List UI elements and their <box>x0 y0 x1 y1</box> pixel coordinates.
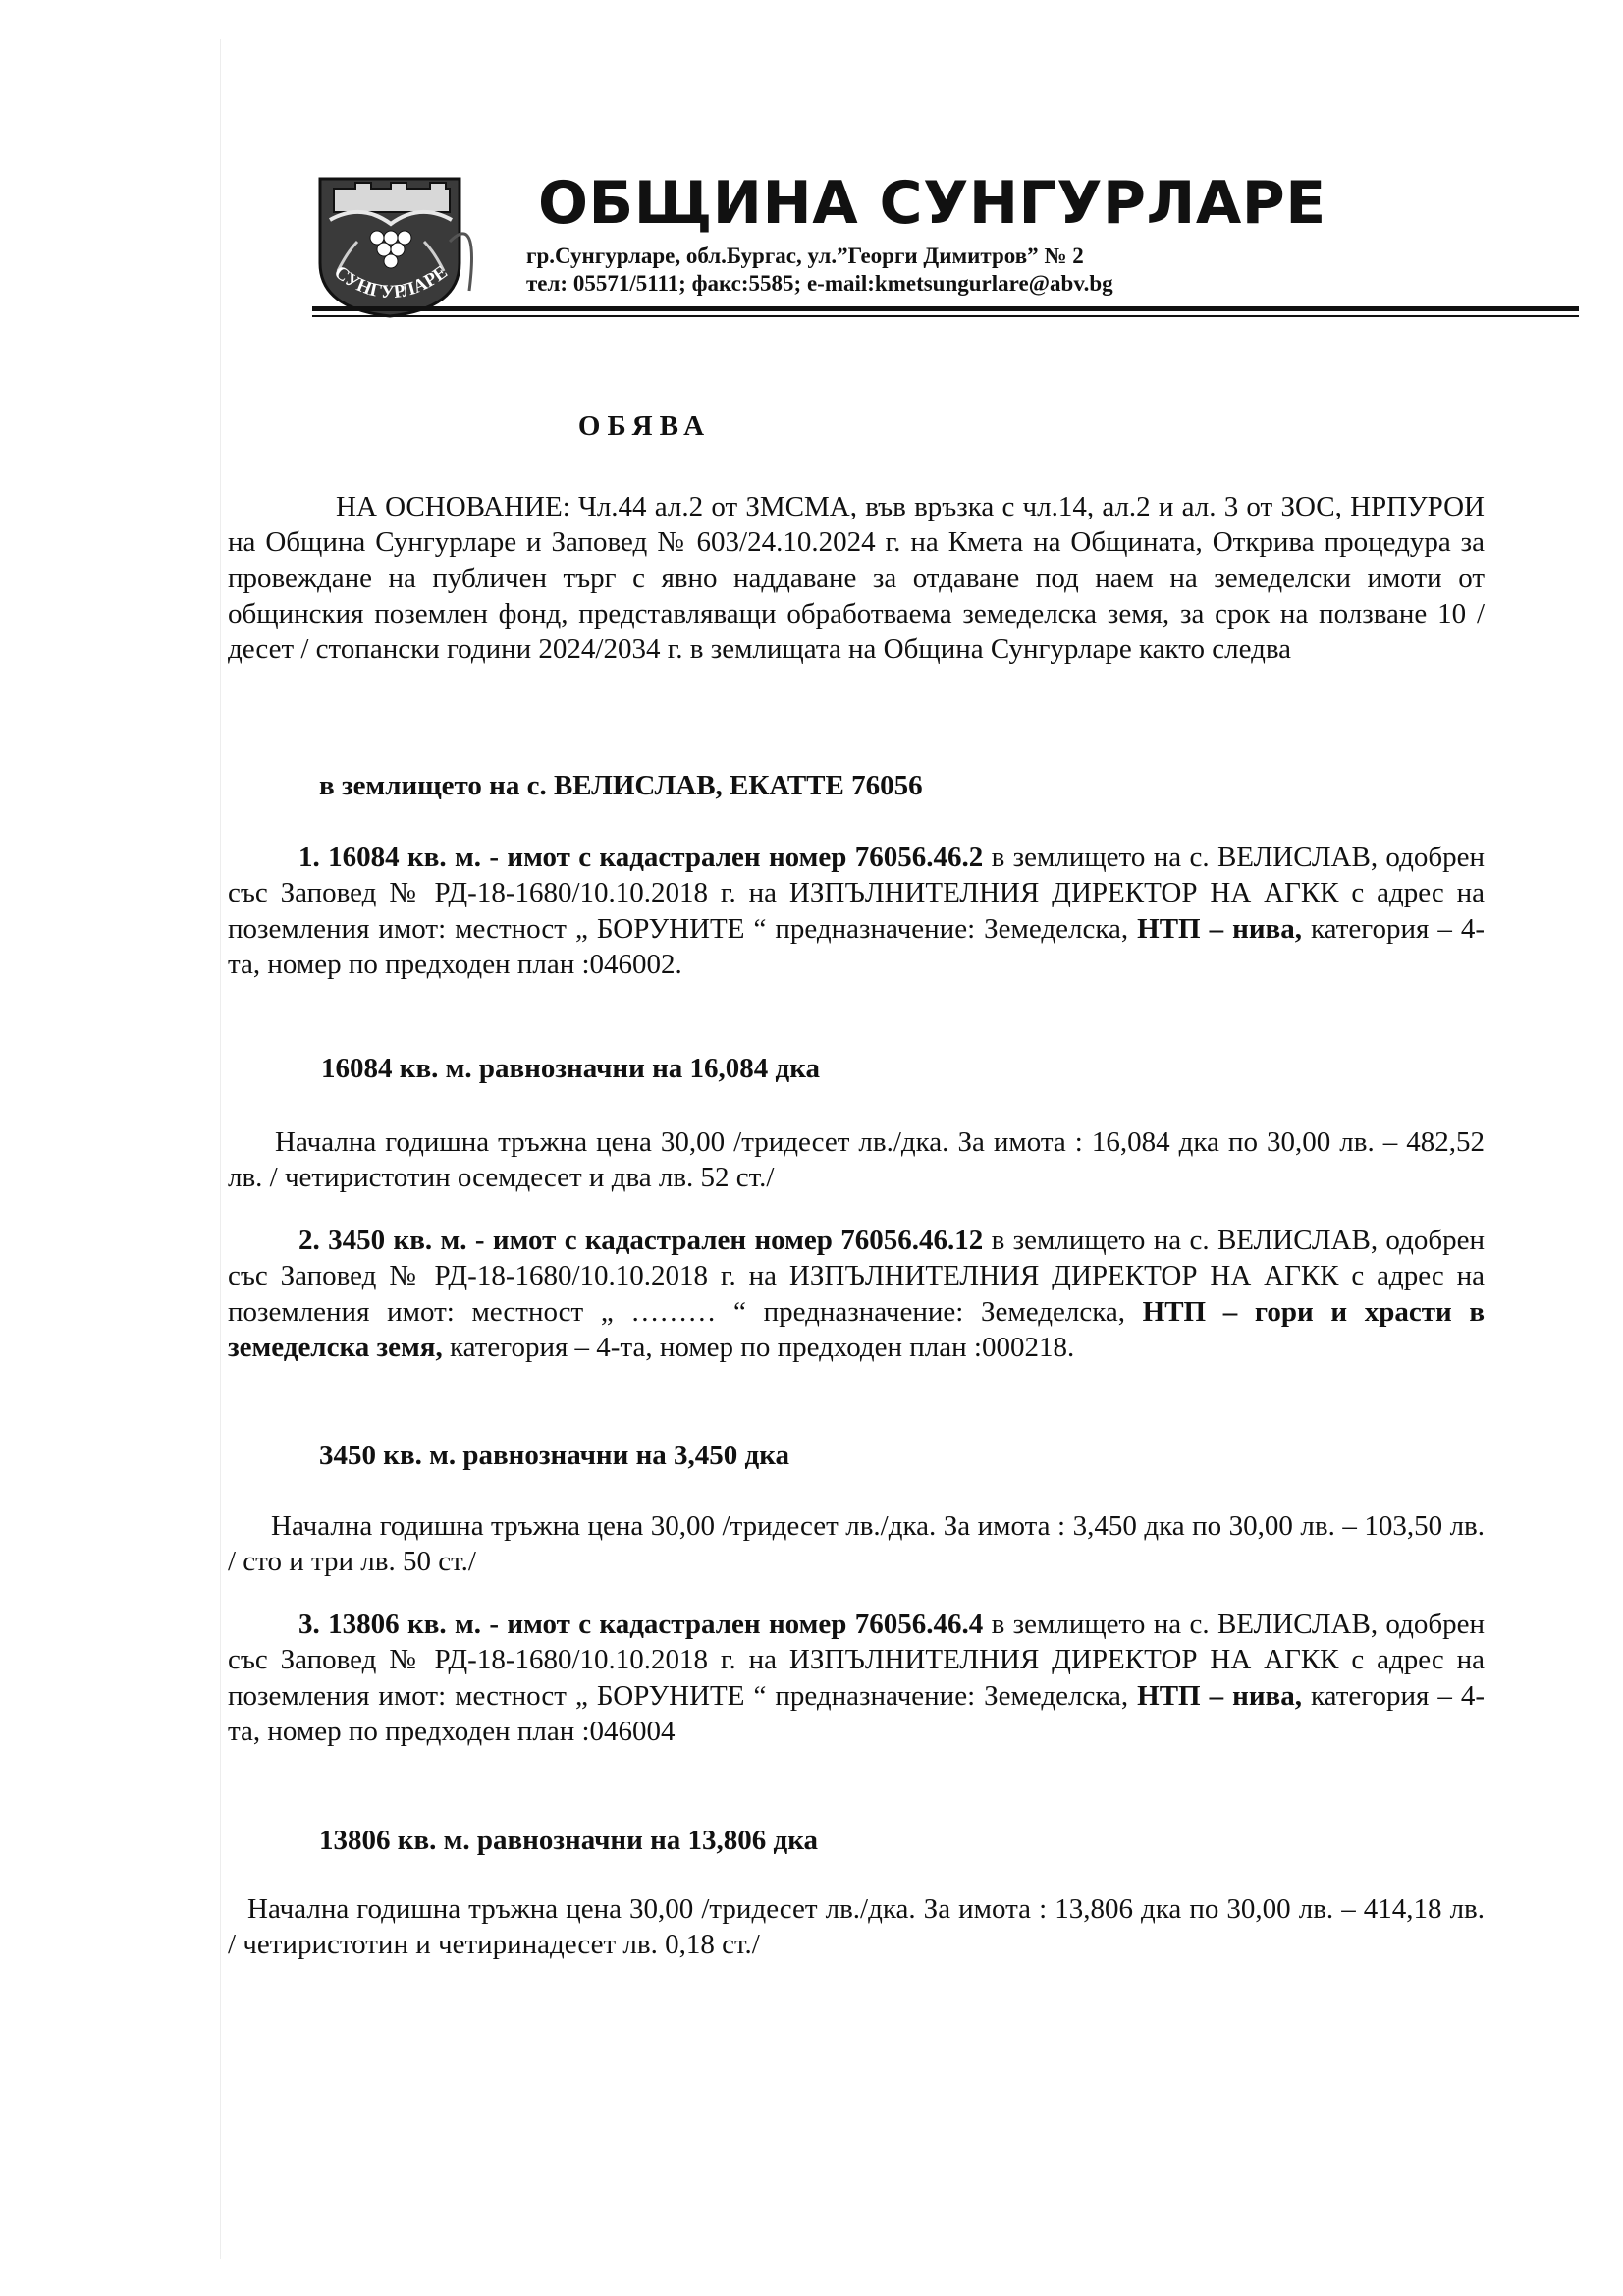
property-price-text: Начална годишна тръжна цена 30,00 /тридесет лв./дка. За имота : 13,806 дка по 30,00 лв. – 414,18 лв. / четиристотин и четиринадесет лв. 0,18 ст./ <box>228 1893 1485 1961</box>
letterhead-rule-thick <box>312 306 1579 311</box>
property-body: в землището на с. ВЕЛИСЛАВ, одобрен със Заповед № РД-18-1680/10.10.2018 г. на ИЗПЪЛНИТЕЛНИЯ ДИРЕКТОР НА АГКК с адрес на поземления имот: местност „ ……… “ предназначение: Земеделска, <box>228 1225 1485 1328</box>
property-lead: 1. 16084 кв. м. - имот с кадастрален номер 76056.46.2 <box>298 842 984 873</box>
property-area-equivalent: 3450 кв. м. равнозначни на 3,450 дка <box>319 1440 789 1471</box>
property-price <box>228 1124 1485 1196</box>
property-body-end: категория – 4-та, номер по предходен план :000218. <box>442 1331 1075 1363</box>
property-item <box>228 1223 1485 1365</box>
property-price-text: Начална годишна тръжна цена 30,00 /тридесет лв./дка. За имота : 3,450 дка по 30,00 лв. – 103,50 лв. / сто и три лв. 50 ст./ <box>228 1510 1485 1578</box>
property-price <box>228 1508 1485 1580</box>
letterhead <box>312 167 1579 339</box>
crest-lettering: СУНГУРЛАРЕ <box>330 261 452 303</box>
property-land-use: НТП – нива, <box>1137 912 1302 945</box>
municipality-crest-icon <box>312 173 514 320</box>
property-body: в землището на с. ВЕЛИСЛАВ, одобрен със Заповед № РД-18-1680/10.10.2018 г. на ИЗПЪЛНИТЕЛНИЯ ДИРЕКТОР НА АГКК с адрес на поземления имот: местност „ БОРУНИТЕ “ предназначение: Земеделска, <box>228 842 1485 945</box>
region-heading: в землището на с. ВЕЛИСЛАВ, ЕКАТТЕ 76056 <box>319 770 923 801</box>
document-title: ОБЯВА <box>577 410 712 442</box>
property-land-use: НТП – нива, <box>1137 1679 1302 1712</box>
property-body-end: категория – 4-та, номер по предходен план :046004 <box>228 1679 1485 1747</box>
property-area-equivalent: 13806 кв. м. равнозначни на 13,806 дка <box>319 1825 818 1856</box>
municipality-contact: тел: 05571/5111; факс:5585; e-mail:kmetsungurlare@abv.bg <box>526 271 1113 296</box>
property-body-end: категория – 4-та, номер по предходен план :046002. <box>228 912 1485 980</box>
municipality-name: ОБЩИНА СУНГУРЛАРЕ <box>538 169 1326 238</box>
property-lead: 2. 3450 кв. м. - имот с кадастрален номер 76056.46.12 <box>298 1225 984 1256</box>
scan-edge-line <box>220 39 221 2259</box>
property-lead: 3. 13806 кв. м. - имот с кадастрален номер 76056.46.4 <box>298 1609 984 1640</box>
property-item <box>228 840 1485 982</box>
intro-paragraph <box>228 489 1485 667</box>
property-price-text: Начална годишна тръжна цена 30,00 /тридесет лв./дка. За имота : 16,084 дка по 30,00 лв. – 482,52 лв. / четиристотин осемдесет и два лв. 52 ст./ <box>228 1126 1485 1194</box>
intro-text: НА ОСНОВАНИЕ: Чл.44 ал.2 от ЗМСМА, във връзка с чл.14, ал.2 и ал. 3 от ЗОС, НРПУРОИ на Община Сунгурларе и Заповед № 603/24.10.2024 г. на Кмета на Общината, Открива процедура за провеждане на публичен търг с явно наддаване за отдаване под наем на земеделски имоти от общинския поземлен фонд, представляващи обработваема земеделска земя, за срок на ползване 10 /десет / стопански години 2024/2034 г. в землищата на Община Сунгурларе както следва <box>228 491 1485 665</box>
municipality-address: гр.Сунгурларе, обл.Бургас, ул.”Георги Димитров” № 2 <box>526 244 1084 268</box>
property-price <box>228 1891 1485 1963</box>
property-item <box>228 1607 1485 1749</box>
letterhead-rule-thin <box>312 315 1579 317</box>
property-area-equivalent: 16084 кв. м. равнозначни на 16,084 дка <box>321 1053 820 1084</box>
property-land-use: НТП – гори и храсти в земеделска земя, <box>228 1295 1485 1363</box>
property-body: в землището на с. ВЕЛИСЛАВ, одобрен със Заповед № РД-18-1680/10.10.2018 г. на ИЗПЪЛНИТЕЛНИЯ ДИРЕКТОР НА АГКК с адрес на поземления имот: местност „ БОРУНИТЕ “ предназначение: Земеделска, <box>228 1609 1485 1712</box>
